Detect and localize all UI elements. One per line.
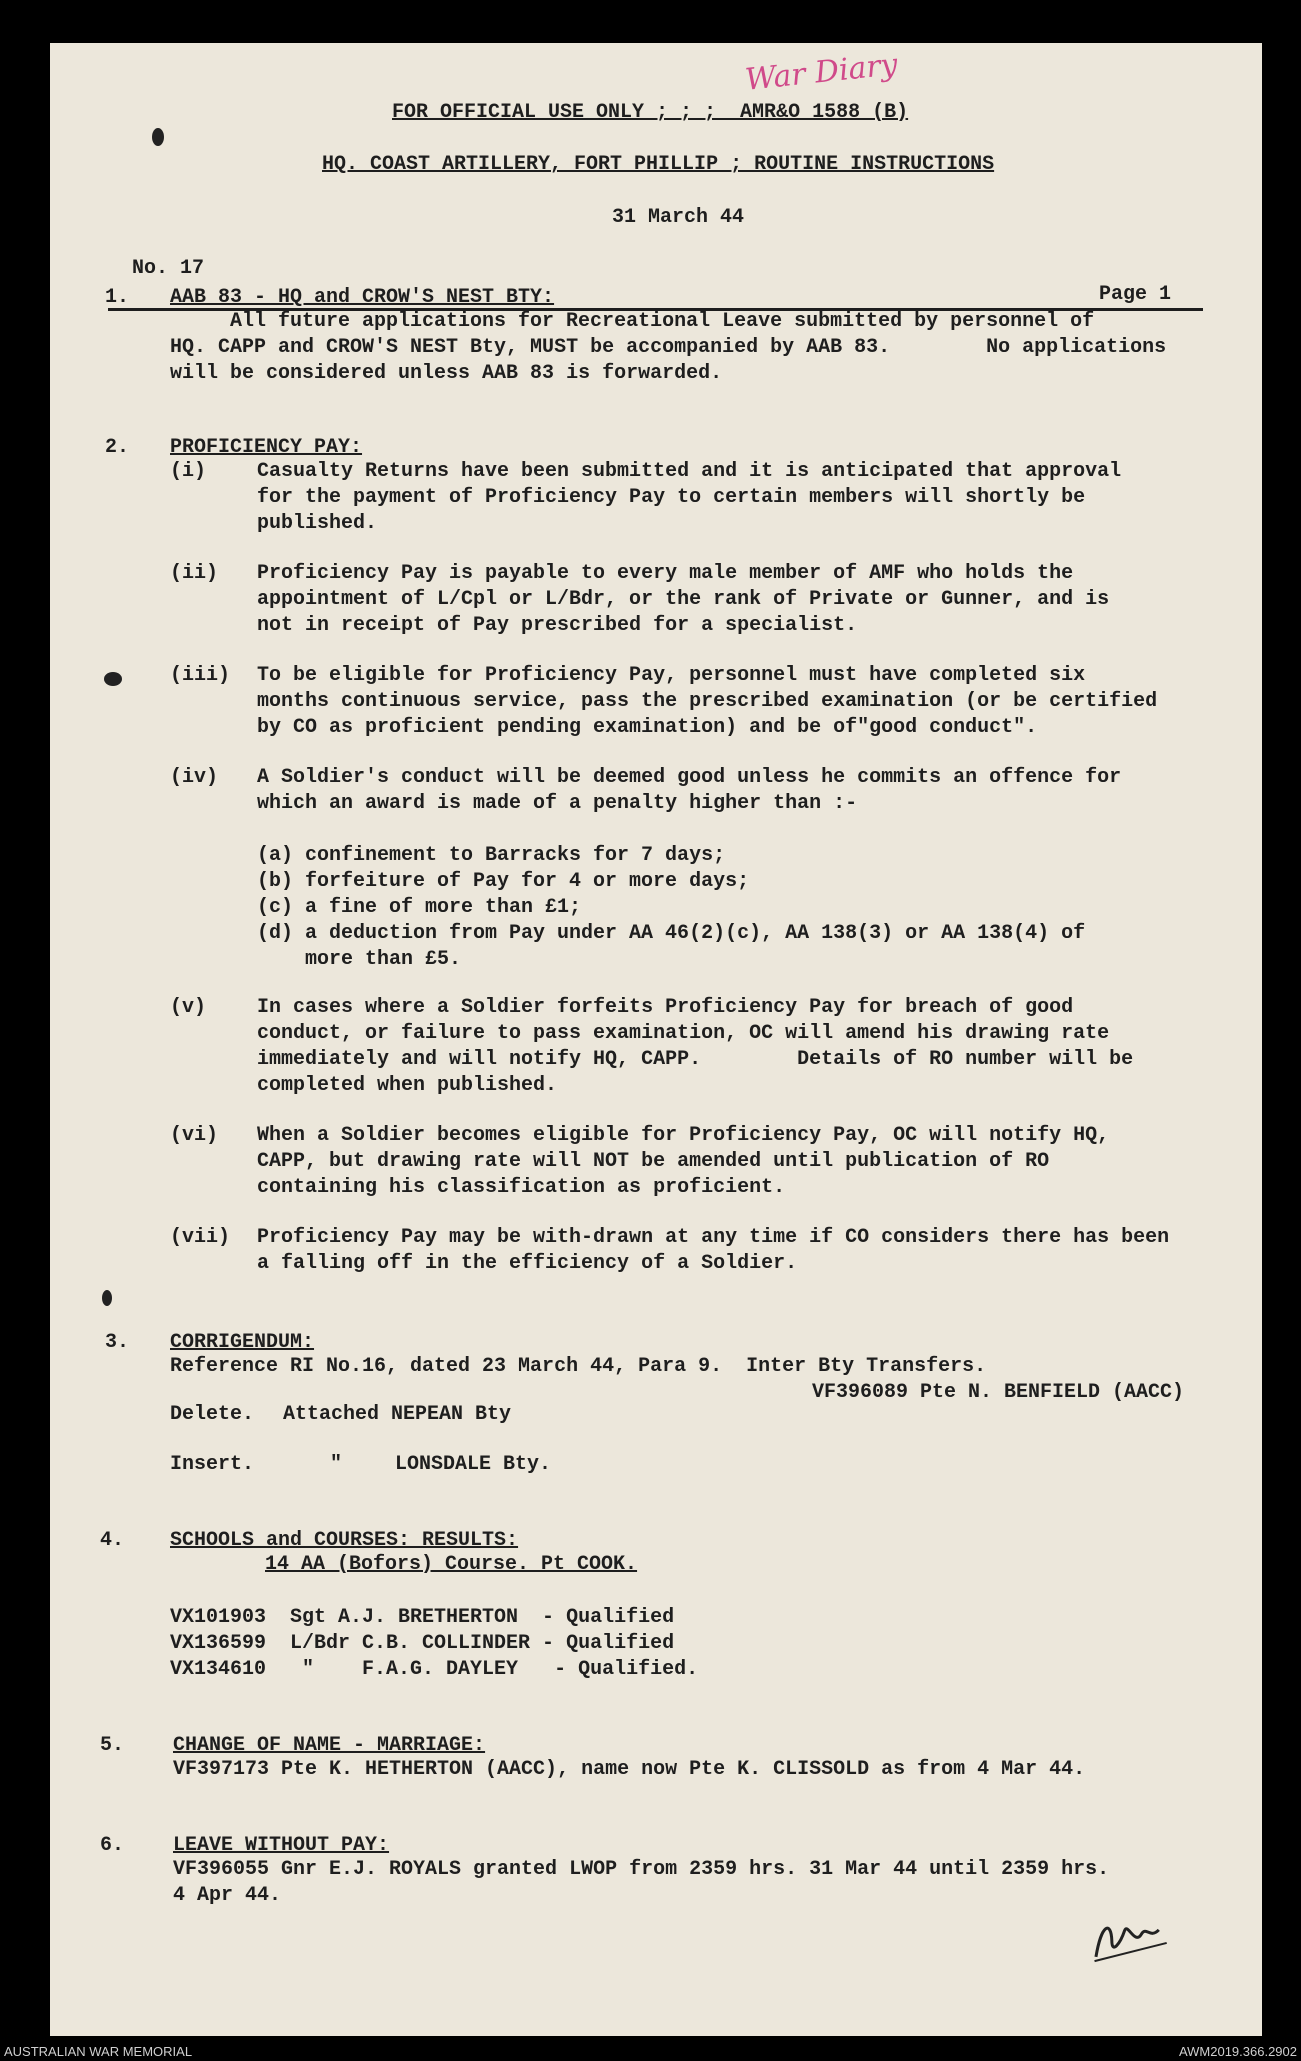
sub-text: a fine of more than £1; <box>305 896 582 919</box>
war-diary-stamp: War Diary <box>743 47 900 98</box>
footer-right: AWM2019.366.2902 <box>1178 2044 1297 2059</box>
classification-line: FOR OFFICIAL USE ONLY ; ; ; AMR&O 1588 (B) <box>392 101 909 124</box>
section-1-line: All future applications for Recreational Leave submitted by personnel of <box>230 310 1095 333</box>
section-1-line: will be considered unless AAB 83 is forwarded. <box>170 362 723 385</box>
delete-text: Attached NEPEAN Bty <box>283 1403 512 1426</box>
section-1-heading: AAB 83 - HQ and CROW'S NEST BTY: <box>170 286 555 309</box>
punch-mark <box>102 1290 112 1306</box>
section-3-heading: CORRIGENDUM: <box>170 1331 315 1354</box>
corrigendum-person: VF396089 Pte N. BENFIELD (AACC) <box>812 1381 1185 1404</box>
item-line: completed when published. <box>257 1074 558 1097</box>
item-line: a falling off in the efficiency of a Soldier. <box>257 1252 798 1275</box>
result-row: VX101903 Sgt A.J. BRETHERTON - Qualified <box>170 1606 675 1629</box>
punch-mark <box>104 672 122 686</box>
item-label: (v) <box>170 996 207 1019</box>
item-line: Casualty Returns have been submitted and it is anticipated that approval <box>257 460 1122 483</box>
sub-label: (b) <box>257 870 294 893</box>
sub-label: (a) <box>257 844 294 867</box>
instruction-number: No. 17 <box>132 257 205 280</box>
item-line: not in receipt of Pay prescribed for a specialist. <box>257 614 858 637</box>
punch-mark <box>152 128 164 146</box>
item-line: published. <box>257 512 378 535</box>
item-line: which an award is made of a penalty higher than :- <box>257 792 858 815</box>
item-line: appointment of L/Cpl or L/Bdr, or the rank of Private or Gunner, and is <box>257 588 1110 611</box>
section-4-number: 4. <box>100 1529 125 1552</box>
sub-label: (d) <box>257 922 294 945</box>
result-row: VX134610 " F.A.G. DAYLEY - Qualified. <box>170 1658 699 1681</box>
section-2-heading: PROFICIENCY PAY: <box>170 436 363 459</box>
sub-text: more than £5. <box>305 948 462 971</box>
insert-label: Insert. <box>170 1453 255 1476</box>
sub-text: a deduction from Pay under AA 46(2)(c), AA 138(3) or AA 138(4) of <box>305 922 1086 945</box>
delete-label: Delete. <box>170 1403 255 1426</box>
section-6-line: 4 Apr 44. <box>173 1884 282 1907</box>
section-1-number: 1. <box>105 286 130 309</box>
item-label: (i) <box>170 460 207 483</box>
item-line: for the payment of Proficiency Pay to certain members will shortly be <box>257 486 1086 509</box>
item-label: (vi) <box>170 1124 219 1147</box>
section-1-line: HQ. CAPP and CROW'S NEST Bty, MUST be accompanied by AAB 83. No applications <box>170 336 1167 359</box>
item-line: In cases where a Soldier forfeits Proficiency Pay for breach of good <box>257 996 1074 1019</box>
section-4-heading: SCHOOLS and COURSES: RESULTS: <box>170 1529 519 1552</box>
item-line: containing his classification as proficient. <box>257 1176 786 1199</box>
item-line: Proficiency Pay is payable to every male member of AMF who holds the <box>257 562 1074 585</box>
item-line: conduct, or failure to pass examination, OC will amend his drawing rate <box>257 1022 1110 1045</box>
section-6-heading: LEAVE WITHOUT PAY: <box>173 1834 390 1857</box>
item-line: When a Soldier becomes eligible for Proficiency Pay, OC will notify HQ, <box>257 1124 1110 1147</box>
item-label: (iii) <box>170 664 231 687</box>
section-6-number: 6. <box>100 1834 125 1857</box>
section-6-line: VF396055 Gnr E.J. ROYALS granted LWOP from 2359 hrs. 31 Mar 44 until 2359 hrs. <box>173 1858 1110 1881</box>
item-line: A Soldier's conduct will be deemed good unless he commits an offence for <box>257 766 1122 789</box>
item-line: CAPP, but drawing rate will NOT be amended until publication of RO <box>257 1150 1050 1173</box>
section-5-heading: CHANGE OF NAME - MARRIAGE: <box>173 1734 486 1757</box>
insert-text: LONSDALE Bty. <box>395 1453 552 1476</box>
document-date: 31 March 44 <box>612 206 745 229</box>
insert-ditto: " <box>330 1453 343 1476</box>
item-line: immediately and will notify HQ, CAPP. Details of RO number will be <box>257 1048 1134 1071</box>
item-label: (iv) <box>170 766 219 789</box>
signature-mark <box>1086 1907 1173 1975</box>
item-label: (ii) <box>170 562 219 585</box>
item-line: To be eligible for Proficiency Pay, personnel must have completed six <box>257 664 1086 687</box>
section-5-text: VF397173 Pte K. HETHERTON (AACC), name now Pte K. CLISSOLD as from 4 Mar 44. <box>173 1758 1086 1781</box>
page-number: Page 1 <box>1098 283 1171 306</box>
item-line: months continuous service, pass the prescribed examination (or be certified <box>257 690 1158 713</box>
sub-label: (c) <box>257 896 294 919</box>
result-row: VX136599 L/Bdr C.B. COLLINDER - Qualified <box>170 1632 675 1655</box>
section-2-number: 2. <box>105 436 130 459</box>
item-label: (vii) <box>170 1226 231 1249</box>
item-line: Proficiency Pay may be with-drawn at any time if CO considers there has been <box>257 1226 1170 1249</box>
footer-left: AUSTRALIAN WAR MEMORIAL <box>4 2044 193 2059</box>
corrigendum-reference: Reference RI No.16, dated 23 March 44, Para 9. Inter Bty Transfers. <box>170 1355 987 1378</box>
section-5-number: 5. <box>100 1734 125 1757</box>
sub-text: confinement to Barracks for 7 days; <box>305 844 726 867</box>
item-line: by CO as proficient pending examination) and be of"good conduct". <box>257 716 1038 739</box>
course-name: 14 AA (Bofors) Course. Pt COOK. <box>265 1553 638 1576</box>
sub-text: forfeiture of Pay for 4 or more days; <box>305 870 750 893</box>
section-3-number: 3. <box>105 1331 130 1354</box>
document-title: HQ. COAST ARTILLERY, FORT PHILLIP ; ROUTINE INSTRUCTIONS <box>322 153 995 176</box>
